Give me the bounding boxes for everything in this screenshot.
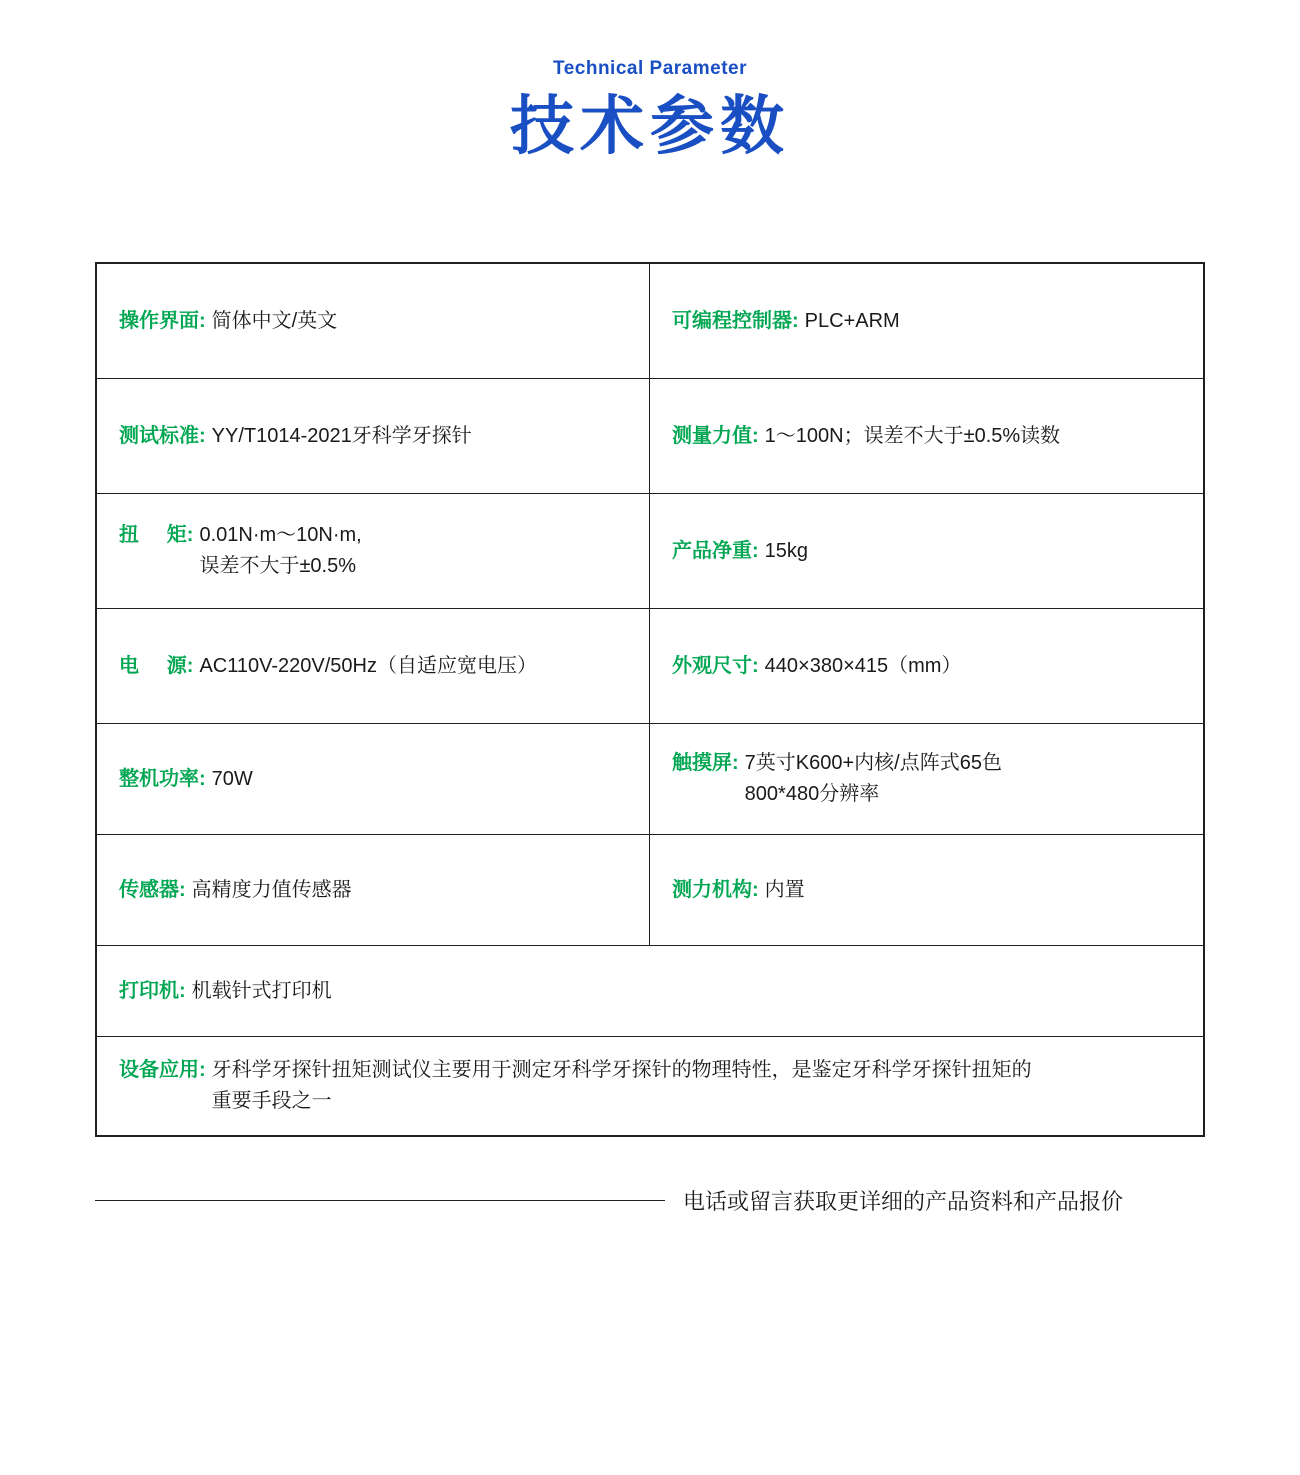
spec-value: 简体中文/英文 <box>211 309 338 332</box>
spec-value: 1～100N；误差不大于±0.5%读数 <box>764 424 1061 447</box>
table-row <box>97 379 1203 494</box>
table-cell-operation-interface <box>97 264 650 378</box>
spec-label: 整机功率: <box>119 767 206 790</box>
spec-label: 触摸屏: <box>672 752 739 774</box>
page-eyebrow: Technical Parameter <box>553 58 747 79</box>
spec-label: 测量力值: <box>672 424 759 447</box>
table-row <box>97 946 1203 1037</box>
table-cell-sensor <box>97 835 650 945</box>
spec-value: 15kg <box>764 539 809 562</box>
table-cell-net-weight <box>650 494 1203 608</box>
table-row <box>97 609 1203 724</box>
spec-value <box>745 748 1002 810</box>
spec-value <box>212 1055 1032 1117</box>
spec-value-line2: 800*480分辨率 <box>744 783 880 805</box>
spec-value: 440×380×415（mm） <box>764 654 962 677</box>
spec-value-line2: 重要手段之一 <box>211 1090 332 1112</box>
table-row <box>97 494 1203 609</box>
table-row <box>97 1037 1203 1135</box>
spec-value: PLC+ARM <box>804 309 900 332</box>
page-title: 技术参数 <box>510 90 790 162</box>
table-row <box>97 264 1203 379</box>
spec-value-line1: 0.01N·m～10N·m, <box>199 524 362 546</box>
spec-value: 机载针式打印机 <box>191 979 332 1002</box>
table-cell-printer <box>97 946 1203 1036</box>
spec-label: 操作界面: <box>119 309 206 332</box>
spec-label: 扭 矩: <box>119 524 194 546</box>
spec-label: 设备应用: <box>119 1059 206 1081</box>
table-cell-test-standard <box>97 379 650 493</box>
footer-text: 电话或留言获取更详细的产品资料和产品报价 <box>683 1189 1124 1214</box>
table-row <box>97 724 1203 835</box>
spec-value: 内置 <box>764 878 805 901</box>
spec-value-line1: 牙科学牙探针扭矩测试仪主要用于测定牙科学牙探针的物理特性，是鉴定牙科学牙探针扭矩的 <box>211 1059 1032 1081</box>
spec-label: 打印机: <box>119 979 186 1002</box>
spec-value-line1: 7英寸K600+内核/点阵式65色 <box>744 752 1002 774</box>
spec-value: YY/T1014-2021牙科学牙探针 <box>211 424 472 447</box>
spec-value: 高精度力值传感器 <box>191 878 352 901</box>
table-cell-application <box>97 1037 1203 1135</box>
table-cell-torque <box>97 494 650 608</box>
spec-label: 可编程控制器: <box>672 309 799 332</box>
table-cell-dimensions <box>650 609 1203 723</box>
spec-label: 产品净重: <box>672 539 759 562</box>
page-footer <box>95 1185 1205 1216</box>
spec-label: 测试标准: <box>119 424 206 447</box>
table-cell-total-power <box>97 724 650 834</box>
spec-value: AC110V-220V/50Hz（自适应宽电压） <box>199 654 537 677</box>
table-cell-power-supply <box>97 609 650 723</box>
table-row <box>97 835 1203 946</box>
spec-value <box>199 520 361 582</box>
spec-label: 传感器: <box>119 878 186 901</box>
spec-value: 70W <box>211 767 253 790</box>
footer-divider <box>95 1200 665 1201</box>
table-cell-force-range <box>650 379 1203 493</box>
page-header <box>0 0 1300 165</box>
table-cell-controller <box>650 264 1203 378</box>
spec-value-line2: 误差不大于±0.5% <box>199 555 357 577</box>
table-cell-touchscreen <box>650 724 1203 834</box>
spec-label: 外观尺寸: <box>672 654 759 677</box>
table-cell-force-mechanism <box>650 835 1203 945</box>
specification-table <box>95 262 1205 1137</box>
spec-label: 电 源: <box>119 654 194 677</box>
spec-label: 测力机构: <box>672 878 759 901</box>
